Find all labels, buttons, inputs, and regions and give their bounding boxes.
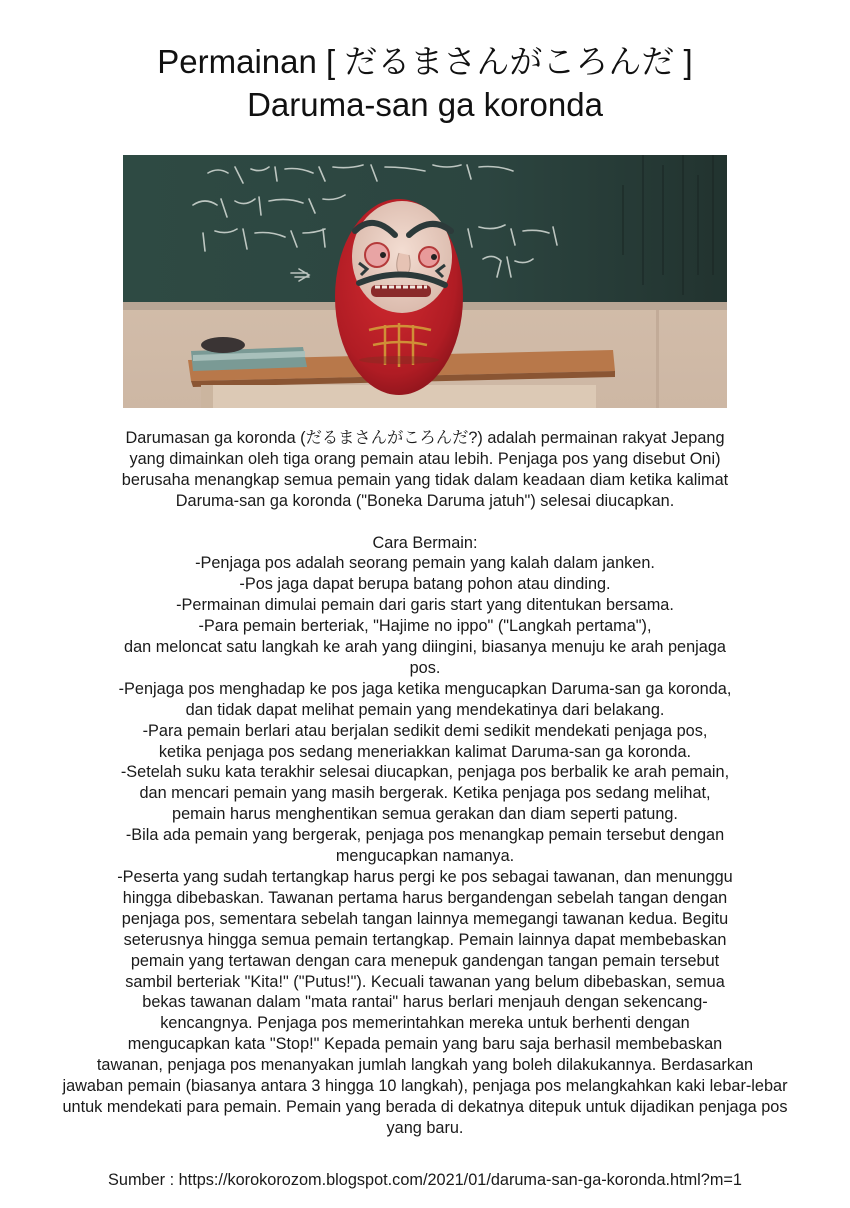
daruma-illustration (123, 155, 727, 408)
rule-line: -Penjaga pos adalah seorang pemain yang kalah dalam janken. (195, 554, 655, 573)
rule-line: jawaban pemain (biasanya antara 3 hingga 10 langkah), penjaga pos melangkahkan kaki lebar-lebar (62, 1077, 788, 1096)
article-body (20, 428, 830, 1139)
rule-line: yang baru. (386, 1118, 464, 1137)
rule-line: sambil berteriak "Kita!" ("Putus!"). Kecuali tawanan yang belum dibebaskan, semua (125, 972, 725, 991)
rule-line: mengucapkan kata "Stop!" Kepada pemain yang baru saja berhasil membebaskan (127, 1035, 723, 1054)
intro-line: berusaha menangkap semua pemain yang tidak dalam keadaan diam ketika kalimat (121, 470, 729, 489)
rule-line: hingga dibebaskan. Tawanan pertama harus bergandengan sebelah tangan dengan (122, 888, 728, 907)
intro-line: yang dimainkan oleh tiga orang pemain atau lebih. Penjaga pos yang disebut Oni) (129, 449, 721, 468)
rule-line: -Pos jaga dapat berupa batang pohon atau dinding. (239, 575, 611, 594)
rule-line: -Penjaga pos menghadap ke pos jaga ketika mengucapkan Daruma-san ga koronda, (118, 679, 732, 698)
rule-line: ketika penjaga pos sedang meneriakkan kalimat Daruma-san ga koronda. (158, 742, 692, 761)
rule-line: seterusnya hingga semua pemain tertangkap. Pemain lainnya dapat membebaskan (123, 930, 727, 949)
paragraph-gap (20, 512, 830, 533)
rule-line: bekas tawanan dalam "mata rantai" harus berlari menjauh dengan sekencang- (142, 993, 708, 1012)
rules-heading: Cara Bermain: (372, 533, 478, 552)
rule-line: tawanan, penjaga pos menanyakan jumlah langkah yang boleh dilakukannya. Berdasarkan (96, 1056, 754, 1075)
rule-line: -Para pemain berteriak, "Hajime no ippo" ("Langkah pertama"), (198, 617, 652, 636)
rule-line: dan mencari pemain yang masih bergerak. Ketika penjaga pos sedang melihat, (139, 784, 711, 803)
title-line-1: Permainan [ だるまさんがころんだ ] (157, 43, 693, 80)
rule-line: -Para pemain berlari atau berjalan sedikit demi sedikit mendekati penjaga pos, (142, 721, 708, 740)
rule-line: untuk mendekati para pemain. Pemain yang berada di dekatnya ditepuk untuk dijadikan penjaga pos (62, 1097, 788, 1116)
rule-line: -Setelah suku kata terakhir selesai diucapkan, penjaga pos berbalik ke arah pemain, (120, 763, 730, 782)
rule-line: dan meloncat satu langkah ke arah yang diingini, biasanya menuju ke arah penjaga (124, 638, 726, 657)
rule-line: dan tidak dapat melihat pemain yang mendekatinya dari belakang. (185, 700, 665, 719)
rule-line: penjaga pos, sementara sebelah tangan lainnya memegangi tawanan kedua. Begitu (121, 909, 729, 928)
rule-line: -Permainan dimulai pemain dari garis start yang ditentukan bersama. (176, 596, 674, 615)
rule-line: -Bila ada pemain yang bergerak, penjaga pos menangkap pemain tersebut dengan (125, 826, 725, 845)
rule-line: pemain yang tertawan dengan cara menepuk gandengan tangan pemain tersebut (130, 951, 720, 970)
source-citation: Sumber : https://korokorozom.blogspot.com/2021/01/daruma-san-ga-koronda.html?m=1 (108, 1171, 742, 1189)
intro-line: Daruma-san ga koronda ("Boneka Daruma jatuh") selesai diucapkan. (175, 491, 675, 510)
page-title (0, 40, 850, 126)
intro-line: Darumasan ga koronda (だるまさんがころんだ?) adalah permainan rakyat Jepang (125, 429, 725, 447)
daruma-photo (123, 155, 727, 408)
rule-line: kencangnya. Penjaga pos memerintahkan mereka untuk berhenti dengan (160, 1014, 690, 1033)
rule-line: -Peserta yang sudah tertangkap harus pergi ke pos sebagai tawanan, dan menunggu (117, 868, 733, 887)
rule-line: pos. (409, 658, 441, 677)
title-line-2: Daruma-san ga koronda (247, 86, 603, 123)
rule-line: mengucapkan namanya. (335, 847, 515, 866)
rule-line: pemain harus menghentikan semua gerakan dan diam seperti patung. (172, 805, 678, 824)
